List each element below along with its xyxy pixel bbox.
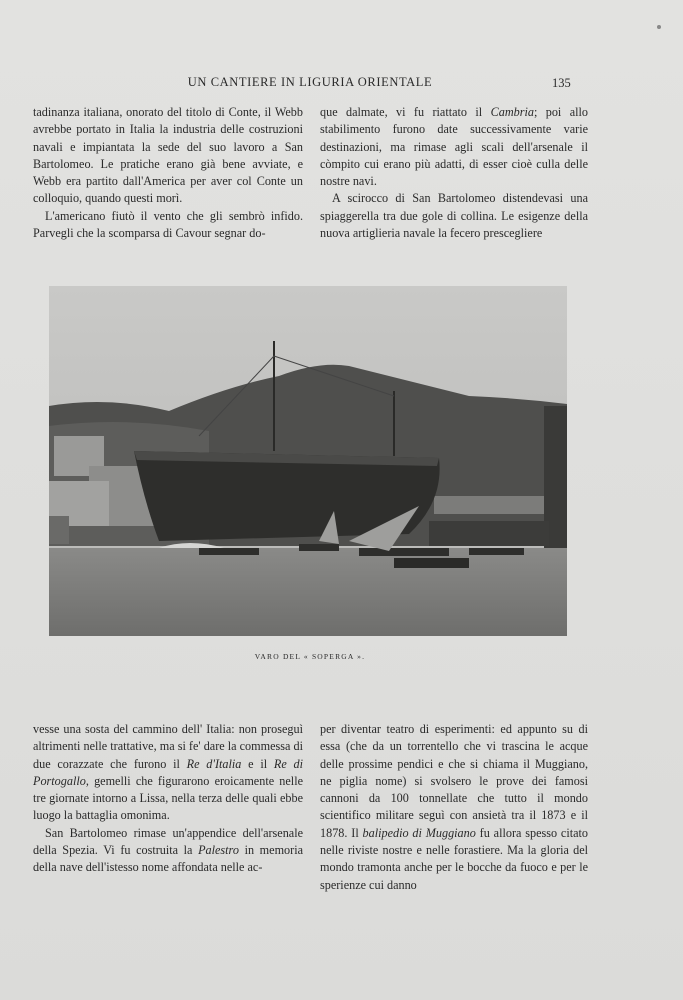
ship-name: Cambria <box>490 105 534 119</box>
page-number: 135 <box>552 76 571 90</box>
running-header: UN CANTIERE IN LIGURIA ORIENTALE <box>187 75 433 89</box>
figure-caption: VARO DEL « SOPERGA ». <box>254 652 366 661</box>
paragraph: tadinanza italiana, onorato del titolo di Conte, il Webb avrebbe portato in Italia la industria delle costruzioni navali e impiantata la sede del suo lavoro a San Bartolomeo. Le pratiche erano già bene avviate, e Webb era partito dall'America per aver col Conte un colloquio, quando questi morì. <box>33 105 303 206</box>
bottom-left-column <box>33 721 303 877</box>
paragraph: L'americano fiutò il vento che gli sembrò infido. Parvegli che la scomparsa di Cavour segnar do- <box>33 208 303 241</box>
bottom-right-column <box>320 721 588 894</box>
place-name: balipedio di Muggiano <box>362 825 476 840</box>
ship-name: Palestro <box>198 843 239 858</box>
ship-name: Re d'Italia <box>186 756 242 771</box>
paragraph: que dalmate, vi fu riattato il Cambria; poi allo stabilimento furono date successivamente varie destinazioni, ma rimase agli scali dell'arsenale il còmpito cui erano più adatti, di esser cioè culla delle nostre navi. <box>320 105 588 189</box>
ink-speck <box>657 25 661 29</box>
ship-launch-photograph <box>49 286 567 636</box>
paragraph: per diventar teatro di esperimenti: ed appunto su di essa (che da un torrentello che vi trascina le acque delle prossime pendici e che si chiama il Muggiano, ne piglia nome) si svolsero le prove dei famosi cannoni da 100 tonnellate che tutto il mondo scientifico militare seguì con ansietà tra il 1873 e il 1878. Il balipedio di Muggiano fu allora spesso citato nelle riviste nostre e nelle forastiere. Ma la gloria del mondo tramonta anche per le bocche da fuoco e per le sperienze cui danno <box>320 722 588 892</box>
paragraph: vesse una sosta del cammino dell' Italia: non proseguì altrimenti nelle trattative, ma si fe' dare la commessa di due corazzate che furono il Re d'Italia e il Re di Portogallo, gemelli che figurarono eroicamente nelle tre giornate intorno a Lissa, nella terza delle quali ebbe luogo la battaglia omonima. <box>33 722 303 823</box>
paragraph: San Bartolomeo rimase un'appendice dell'arsenale della Spezia. Vi fu costruita la Palestro in memoria della nave dell'istesso nome affondata nelle ac- <box>33 825 303 875</box>
paragraph: A scirocco di San Bartolomeo distendevasi una spiaggerella tra due gole di collina. Le esigenze della nuova artiglieria navale la fecero prescegliere <box>320 191 588 241</box>
top-right-column <box>320 104 588 242</box>
ship-name: Re di Portogallo <box>33 756 303 788</box>
top-left-column <box>33 104 303 242</box>
